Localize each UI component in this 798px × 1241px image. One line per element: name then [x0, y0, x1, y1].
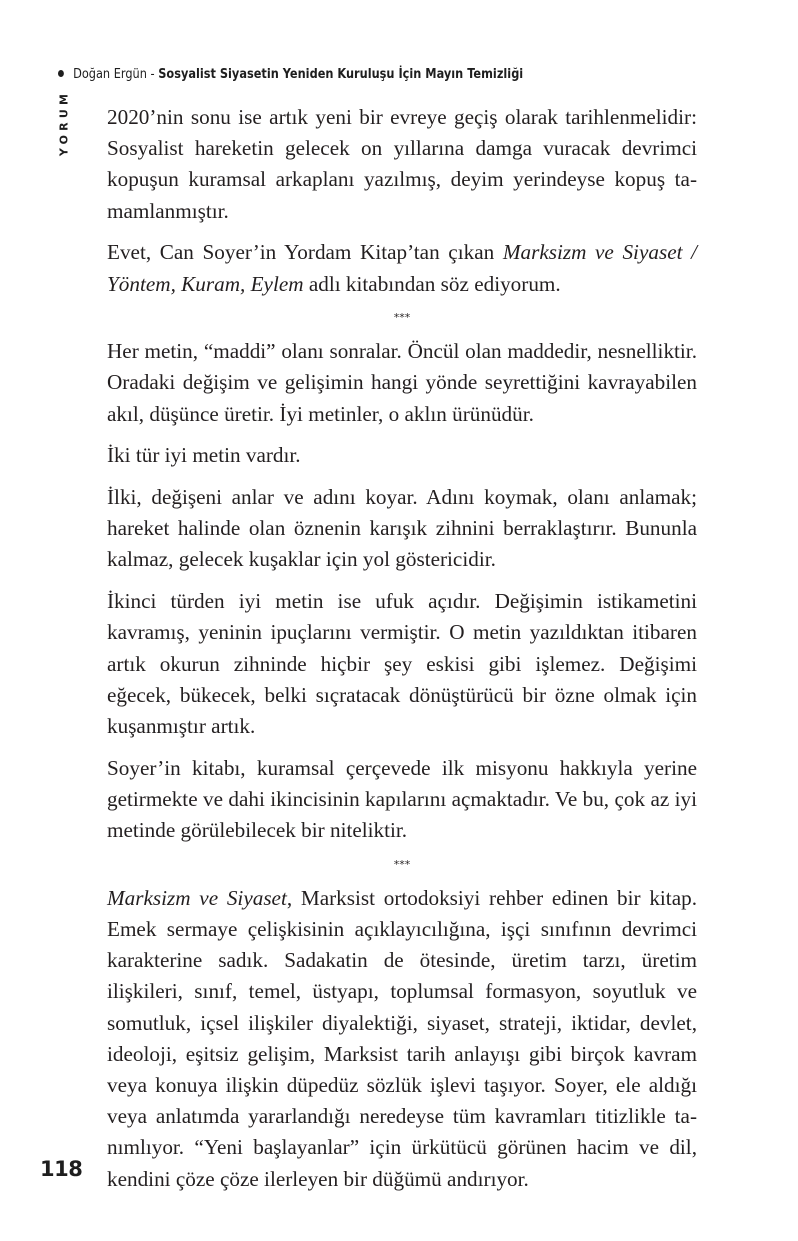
article-body [107, 102, 697, 1205]
paragraph-2 [107, 237, 697, 299]
book-title: Marksizm ve Siyaset [107, 885, 287, 910]
section-separator: *** [393, 857, 411, 871]
paragraph-7: Soyer’in kitabı, kuramsal çerçevede ilk misyonu hakkıyla yerine getirmekte ve dahi ikincisinin kapılarını açmaktadır. Ve bu, çok az iyi metinde görülebilecek bir niteliktir. [107, 755, 697, 843]
paragraph-8-text: , Marksist ortodoksiyi rehber edinen bir kitap. Emek sermaye çelişkisinin açıklayıcılığına, işçi sınıfının devrimci karakterine sadık. Sadakatin de ötesinde, üretim tarzı, üretim ilişkileri, sınıf, temel, üstyapı, toplumsal formasyon, soyutluk ve somutluk, içsel ilişkiler diyalektiği, siyaset, strateji, iktidar, devlet, ideoloji, eşitsiz gelişim, Marksist tarih anlayışı gibi birçok kavram veya konuya ilişkin düpedüz sözlük işlevi taşıyor. Soyer, ele aldığı veya anlatımda yararlandığı neredeyse tüm kavramları titizlikle tanımlıyor. “Yeni başlayanlar” için ürkütücü görünen hacim ve dil, kendini çöze çöze ilerleyen bir düğümü andırıyor. [107, 885, 697, 1191]
book-title: Marksizm ve Siyaset / Yöntem, Kuram, Eylem [107, 240, 697, 296]
section-label-text: YORUM [57, 89, 71, 157]
section-separator: *** [393, 311, 411, 325]
paragraph-2-text-b: adlı kitabından söz ediyorum. [303, 271, 561, 296]
bullet-icon [58, 70, 64, 77]
paragraph-1: 2020’nin sonu ise artık yeni bir evreye geçiş olarak tarihlenmelidir: Sosyalist hareketin gelecek on yıllarına damga vuracak devrimci kopuşun kuramsal arkaplanı yazılmış, deyim yerindeyse kopuş tamamlanmıştır. [107, 105, 697, 223]
paragraph-3: Her metin, “maddi” olanı sonralar. Öncül olan maddedir, nesnelliktir. Oradaki değişim ve gelişimin hangi yönde seyrettiğini kavrayabilen akıl, düşünce üretir. İyi metinler, o aklın ürünüdür. [107, 339, 697, 426]
paragraph-8 [107, 883, 697, 1195]
paragraph-6: İkinci türden iyi metin ise ufuk açıdır. Değişimin istikametini kavramış, yeninin ipuçlarını vermiştir. O metin yazıldıktan itibaren artık okurun zihninde hiçbir şey eskisi gibi işlemez. Değişimi eğecek, bükecek, belki sıçratacak dönüştürücü bir özne olmak için kuşanmıştır artık. [107, 589, 697, 738]
running-head [58, 64, 523, 84]
running-head-author: Doğan Ergün - [73, 66, 159, 82]
paragraph-2-text-a: Evet, Can Soyer’in Yordam Kitap’tan çıkan [107, 240, 503, 265]
paragraph-4: İki tür iyi metin vardır. [107, 443, 301, 468]
paragraph-5: İlki, değişeni anlar ve adını koyar. Adını koymak, olanı anlamak; hareket halinde olan öznenin karışık zihnini berraklaştırır. Bununla kalmaz, gelecek kuşaklar için yol göstericidir. [107, 485, 697, 572]
page-number: 118 [40, 1157, 83, 1181]
running-head-title: Sosyalist Siyasetin Yeniden Kuruluşu İçin Mayın Temizliği [158, 66, 524, 82]
section-label [56, 88, 72, 158]
